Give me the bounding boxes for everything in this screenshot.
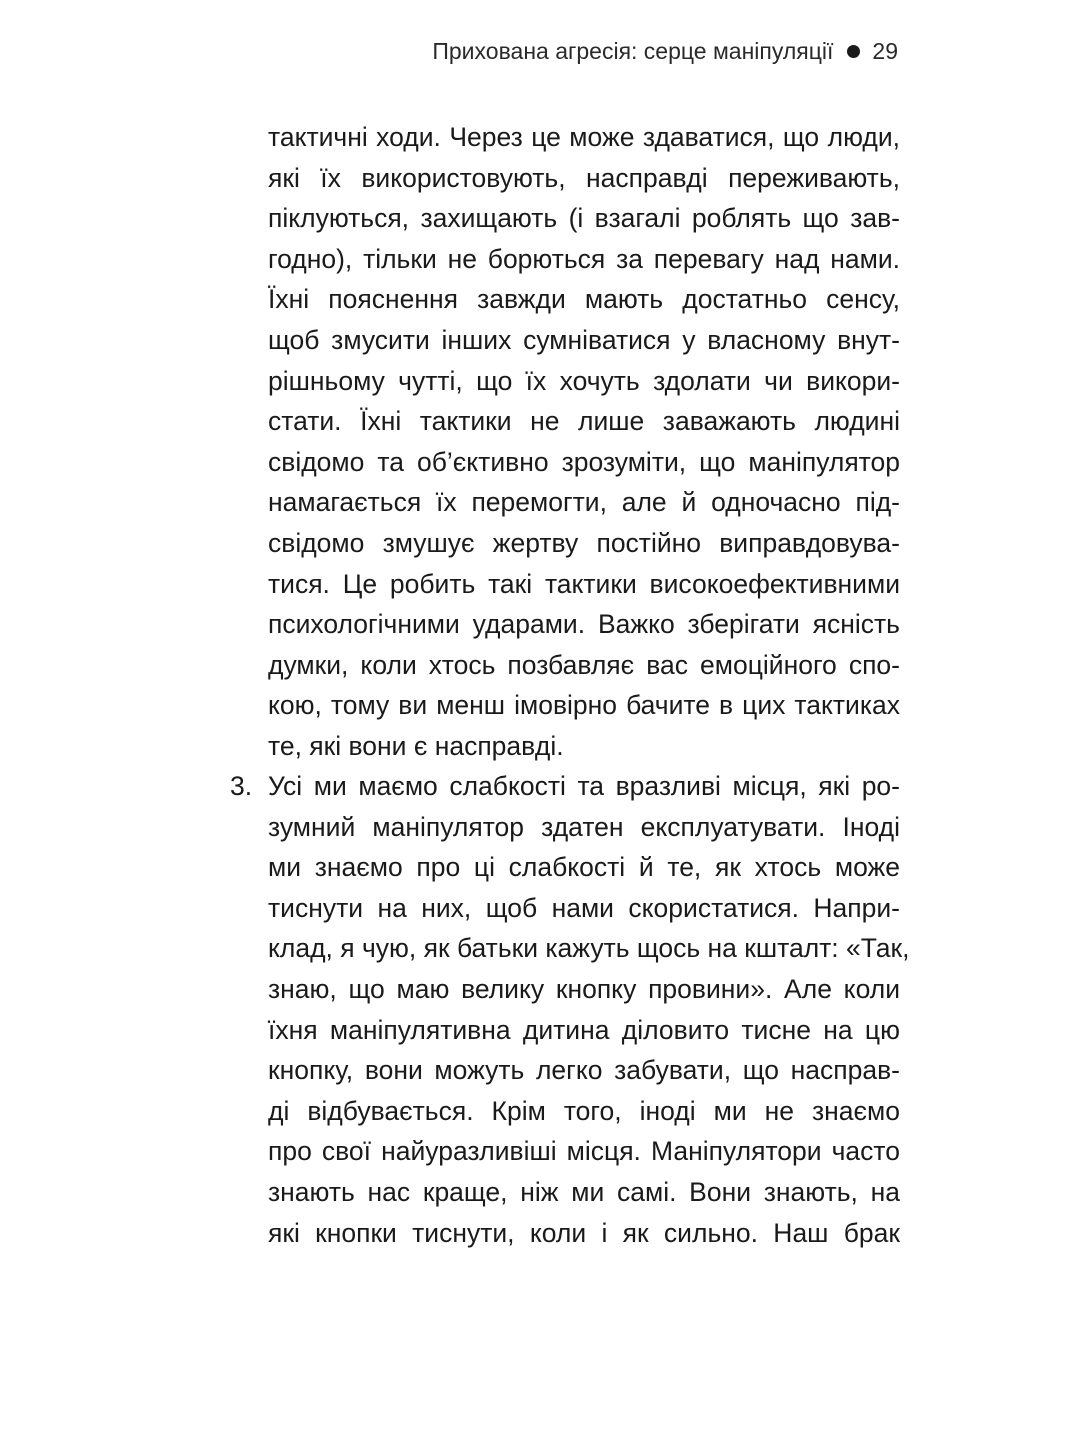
text-line: щоб змусити інших сумніватися у власному внут- <box>268 324 900 355</box>
numbered-list-item <box>230 766 910 1253</box>
text-line: піклуються, захищають (і взагалі роблять що зав- <box>268 203 900 234</box>
chapter-title: Прихована агресія: серце маніпуляції <box>432 38 834 64</box>
continued-paragraph <box>268 117 900 767</box>
text-line: які їх використовують, насправді переживають, <box>268 162 900 193</box>
text-line: свідомо змушує жертву постійно виправдовува- <box>268 527 900 558</box>
text-line: ми знаємо про ці слабкості й те, як хтось може <box>268 852 900 883</box>
text-line: кнопку, вони можуть легко забувати, що насправ- <box>268 1055 900 1086</box>
text-line: їхня маніпулятивна дитина діловито тисне на цю <box>268 1014 900 1045</box>
text-line: зумний маніпулятор здатен експлуатувати. Іноді <box>268 811 900 842</box>
text-line: знаю, що маю велику кнопку провини». Але коли <box>268 973 900 1004</box>
text-line: стати. Їхні тактики не лише заважають людині <box>268 406 900 437</box>
text-line: знають нас краще, ніж ми самі. Вони знають, на <box>268 1176 900 1207</box>
bullet-separator-icon <box>847 45 860 58</box>
text-line: намагається їх перемогти, але й одночасно під- <box>268 487 900 518</box>
page-number: 29 <box>872 38 898 64</box>
text-line: Усі ми маємо слабкості та вразливі місця, які ро- <box>268 771 900 801</box>
text-line: те, які вони є насправді. <box>268 730 564 761</box>
text-line: клад, я чую, як батьки кажуть щось на кшталт: «Так, <box>268 933 910 964</box>
text-line: тактичні ходи. Через це може здаватися, що люди, <box>268 122 900 152</box>
text-line: які кнопки тиснути, коли і як сильно. Наш брак <box>268 1217 900 1248</box>
text-line: тися. Це робить такі тактики високоефективними <box>268 568 900 599</box>
text-line: рішньому чутті, що їх хочуть здолати чи викори- <box>268 365 900 396</box>
list-number: 3. <box>230 771 253 801</box>
text-line: думки, коли хтось позбавляє вас емоційного спо- <box>268 649 900 680</box>
text-line: годно), тільки не борються за перевагу над нами. <box>268 243 900 274</box>
text-line: ді відбувається. Крім того, іноді ми не знаємо <box>268 1095 900 1126</box>
running-header <box>432 38 898 65</box>
text-line: тиснути на них, щоб нами скористатися. Напри- <box>268 892 900 923</box>
text-line: психологічними ударами. Важко зберігати ясність <box>268 609 900 640</box>
text-line: кою, тому ви менш імовірно бачите в цих тактиках <box>268 690 900 721</box>
text-line: свідомо та об’єктивно зрозуміти, що маніпулятор <box>268 446 900 477</box>
text-line: Їхні пояснення завжди мають достатньо сенсу, <box>268 284 900 315</box>
text-line: про свої найуразливіші місця. Маніпулятори часто <box>268 1136 900 1167</box>
